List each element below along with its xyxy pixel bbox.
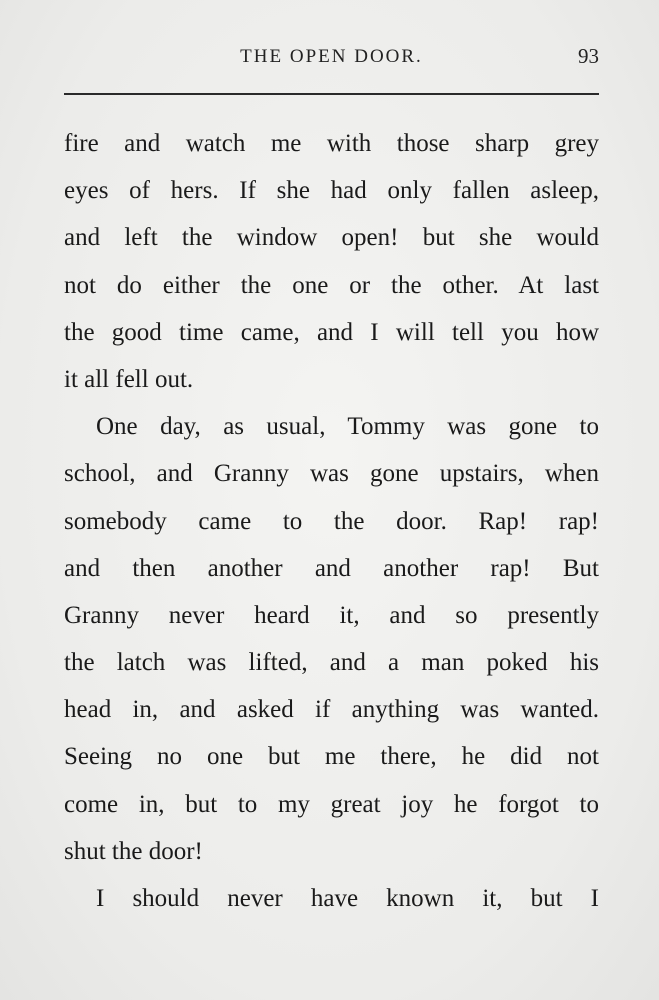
body-text <box>64 120 599 922</box>
running-head <box>64 46 599 76</box>
text-line: come in, but to my great joy he forgot to <box>64 790 599 818</box>
text-line: One day, as usual, Tommy was gone to <box>96 413 599 441</box>
page-number: 93 <box>578 44 599 68</box>
text-line: it all fell out. <box>64 365 194 393</box>
text-line: the good time came, and I will tell you how <box>64 318 599 346</box>
text-line: Seeing no one but me there, he did not <box>64 743 599 771</box>
text-line: not do either the one or the other. At last <box>64 271 599 299</box>
header-rule <box>64 93 599 95</box>
text-line: Granny never heard it, and so presently <box>64 601 599 629</box>
text-line: school, and Granny was gone upstairs, when <box>64 460 599 488</box>
text-line: head in, and asked if anything was wanted. <box>64 696 599 724</box>
text-line: I should never have known it, but I <box>96 885 599 912</box>
text-line: eyes of hers. If she had only fallen asleep, <box>64 177 599 205</box>
running-head-title: THE OPEN DOOR. <box>240 46 423 67</box>
text-line: the latch was lifted, and a man poked his <box>64 649 599 677</box>
text-line: shut the door! <box>64 837 203 865</box>
text-line: somebody came to the door. Rap! rap! <box>64 507 599 535</box>
text-line: and left the window open! but she would <box>64 224 599 252</box>
text-line: and then another and another rap! But <box>64 554 599 582</box>
text-line: fire and watch me with those sharp grey <box>64 130 599 157</box>
